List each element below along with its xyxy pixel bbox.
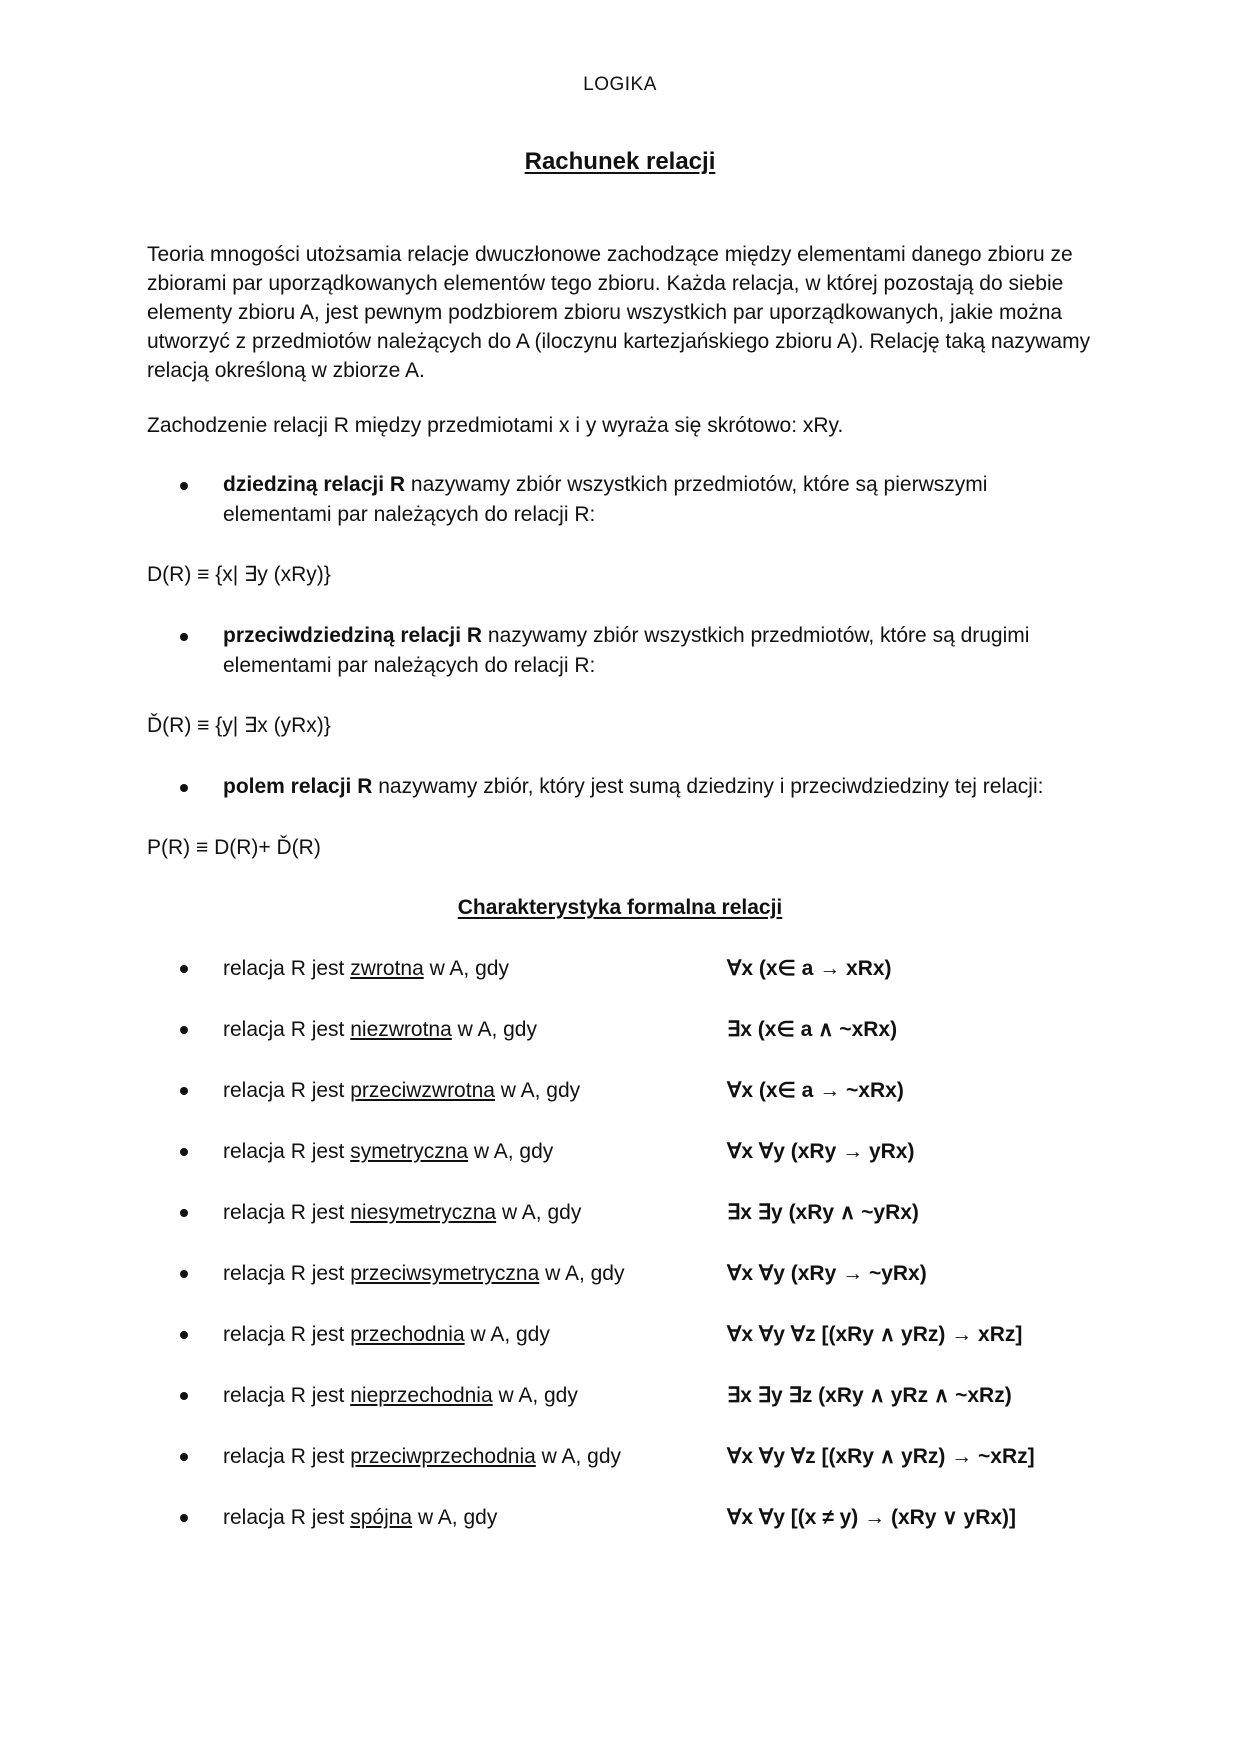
property-row — [180, 954, 1080, 984]
page-header: LOGIKA — [583, 74, 657, 95]
document-title: Rachunek relacji — [524, 148, 716, 175]
property-description — [223, 1442, 621, 1472]
property-description — [223, 1381, 578, 1411]
property-suffix: w A, gdy — [451, 1018, 537, 1041]
property-formula: ∀x ∀y (xRy → yRx) — [727, 1140, 915, 1163]
definition-term: polem relacji R — [223, 775, 373, 798]
definition-domain — [180, 470, 1100, 530]
property-formula: ∃x ∃y (xRy ∧ ~yRx) — [727, 1201, 919, 1224]
property-row — [180, 1076, 1080, 1106]
property-formula: ∃x ∃y ∃z (xRy ∧ yRz ∧ ~xRz) — [727, 1384, 1012, 1407]
bullet-icon — [180, 1514, 188, 1522]
property-prefix: relacja R jest — [223, 1506, 351, 1529]
definition-body: nazywamy zbiór wszystkich przedmiotów, które są drugimi elementami par należących do relacji R: — [223, 624, 1030, 677]
bullet-icon — [180, 482, 188, 490]
property-description — [223, 1076, 580, 1106]
property-name: przeciwprzechodnia — [350, 1445, 536, 1468]
property-description — [223, 1137, 553, 1167]
bullet-icon — [180, 633, 188, 641]
property-name: przeciwsymetryczna — [350, 1262, 540, 1285]
property-row — [180, 1137, 1080, 1167]
property-suffix: w A, gdy — [423, 957, 509, 980]
property-name: przechodnia — [350, 1323, 465, 1346]
property-row — [180, 1015, 1080, 1045]
property-name: niesymetryczna — [350, 1201, 497, 1224]
definition-text — [223, 470, 1100, 530]
property-suffix: w A, gdy — [539, 1262, 625, 1285]
section-subtitle: Charakterystyka formalna relacji — [457, 896, 783, 919]
formula-domain: D(R) ≡ {x| ∃y (xRy)} — [147, 563, 331, 586]
property-name: symetryczna — [350, 1140, 469, 1163]
property-formula: ∀x ∀y [(x ≠ y) → (xRy ∨ yRx)] — [727, 1506, 1017, 1529]
property-description — [223, 1198, 581, 1228]
property-suffix: w A, gdy — [494, 1079, 581, 1102]
property-name: niezwrotna — [350, 1018, 452, 1041]
property-formula: ∃x (x∈ a ∧ ~xRx) — [727, 1018, 898, 1041]
property-description — [223, 1320, 550, 1350]
property-suffix: w A, gdy — [468, 1140, 554, 1163]
bullet-icon — [180, 1453, 188, 1461]
bullet-icon — [180, 965, 188, 973]
property-formula: ∀x ∀y (xRy → ~yRx) — [727, 1262, 927, 1285]
property-name: przeciwzwrotna — [350, 1079, 495, 1102]
property-prefix: relacja R jest — [223, 1262, 351, 1285]
property-prefix: relacja R jest — [223, 1079, 351, 1102]
definition-term: dziedziną relacji R — [223, 473, 406, 496]
property-row — [180, 1442, 1080, 1472]
property-name: zwrotna — [350, 957, 424, 980]
property-formula: ∀x (x∈ a → xRx) — [727, 957, 892, 980]
bullet-icon — [180, 1026, 188, 1034]
bullet-icon — [180, 1209, 188, 1217]
property-description — [223, 954, 509, 984]
property-suffix: w A, gdy — [492, 1384, 578, 1407]
property-prefix: relacja R jest — [223, 1018, 351, 1041]
property-name: spójna — [350, 1506, 413, 1529]
bullet-icon — [180, 1270, 188, 1278]
property-suffix: w A, gdy — [496, 1201, 582, 1224]
bullet-icon — [180, 1392, 188, 1400]
bullet-icon — [180, 1148, 188, 1156]
bullet-icon — [180, 784, 188, 792]
definition-body: nazywamy zbiór wszystkich przedmiotów, które są pierwszymi elementami par należących do relacji R: — [223, 473, 988, 526]
bullet-icon — [180, 1087, 188, 1095]
intro-paragraph: Teoria mnogości utożsamia relacje dwuczłonowe zachodzące między elementami danego zbioru ze zbiorami par uporządkowanych elementów tego zbioru. Każda relacja, w której pozostają do siebie elementy zbioru A, jest pewnym podzbiorem zbioru wszystkich par uporządkowanych, jakie można utworzyć z przedmiotów należących do A (iloczynu kartezjańskiego zbioru A). Relację taką nazywamy relacją określoną w zbiorze A. — [147, 243, 1091, 382]
definition-body: nazywamy zbiór, który jest sumą dziedziny i przeciwdziedziny tej relacji: — [372, 775, 1044, 798]
property-formula: ∀x ∀y ∀z [(xRy ∧ yRz) → ~xRz] — [727, 1445, 1035, 1468]
formula-codomain: Ď(R) ≡ {y| ∃x (yRx)} — [147, 714, 331, 737]
property-prefix: relacja R jest — [223, 1323, 351, 1346]
definition-term: przeciwdziedziną relacji R — [223, 624, 483, 647]
property-description — [223, 1503, 497, 1533]
notation-paragraph: Zachodzenie relacji R między przedmiotami x i y wyraża się skrótowo: xRy. — [147, 414, 844, 437]
property-prefix: relacja R jest — [223, 1384, 351, 1407]
property-row — [180, 1503, 1080, 1533]
formula-field: P(R) ≡ D(R)+ Ď(R) — [147, 836, 321, 859]
bullet-icon — [180, 1331, 188, 1339]
property-suffix: w A, gdy — [464, 1323, 550, 1346]
property-row — [180, 1259, 1080, 1289]
property-prefix: relacja R jest — [223, 957, 351, 980]
property-prefix: relacja R jest — [223, 1445, 351, 1468]
property-name: nieprzechodnia — [350, 1384, 493, 1407]
property-row — [180, 1381, 1080, 1411]
property-formula: ∀x (x∈ a → ~xRx) — [727, 1079, 904, 1102]
property-suffix: w A, gdy — [412, 1506, 498, 1529]
definition-text — [223, 772, 1100, 802]
property-prefix: relacja R jest — [223, 1201, 351, 1224]
property-prefix: relacja R jest — [223, 1140, 351, 1163]
property-suffix: w A, gdy — [535, 1445, 622, 1468]
definition-text — [223, 621, 1100, 681]
property-description — [223, 1015, 537, 1045]
property-row — [180, 1320, 1080, 1350]
property-description — [223, 1259, 624, 1289]
definition-codomain — [180, 621, 1100, 681]
definition-field — [180, 772, 1100, 802]
property-formula: ∀x ∀y ∀z [(xRy ∧ yRz) → xRz] — [727, 1323, 1023, 1346]
property-row — [180, 1198, 1080, 1228]
